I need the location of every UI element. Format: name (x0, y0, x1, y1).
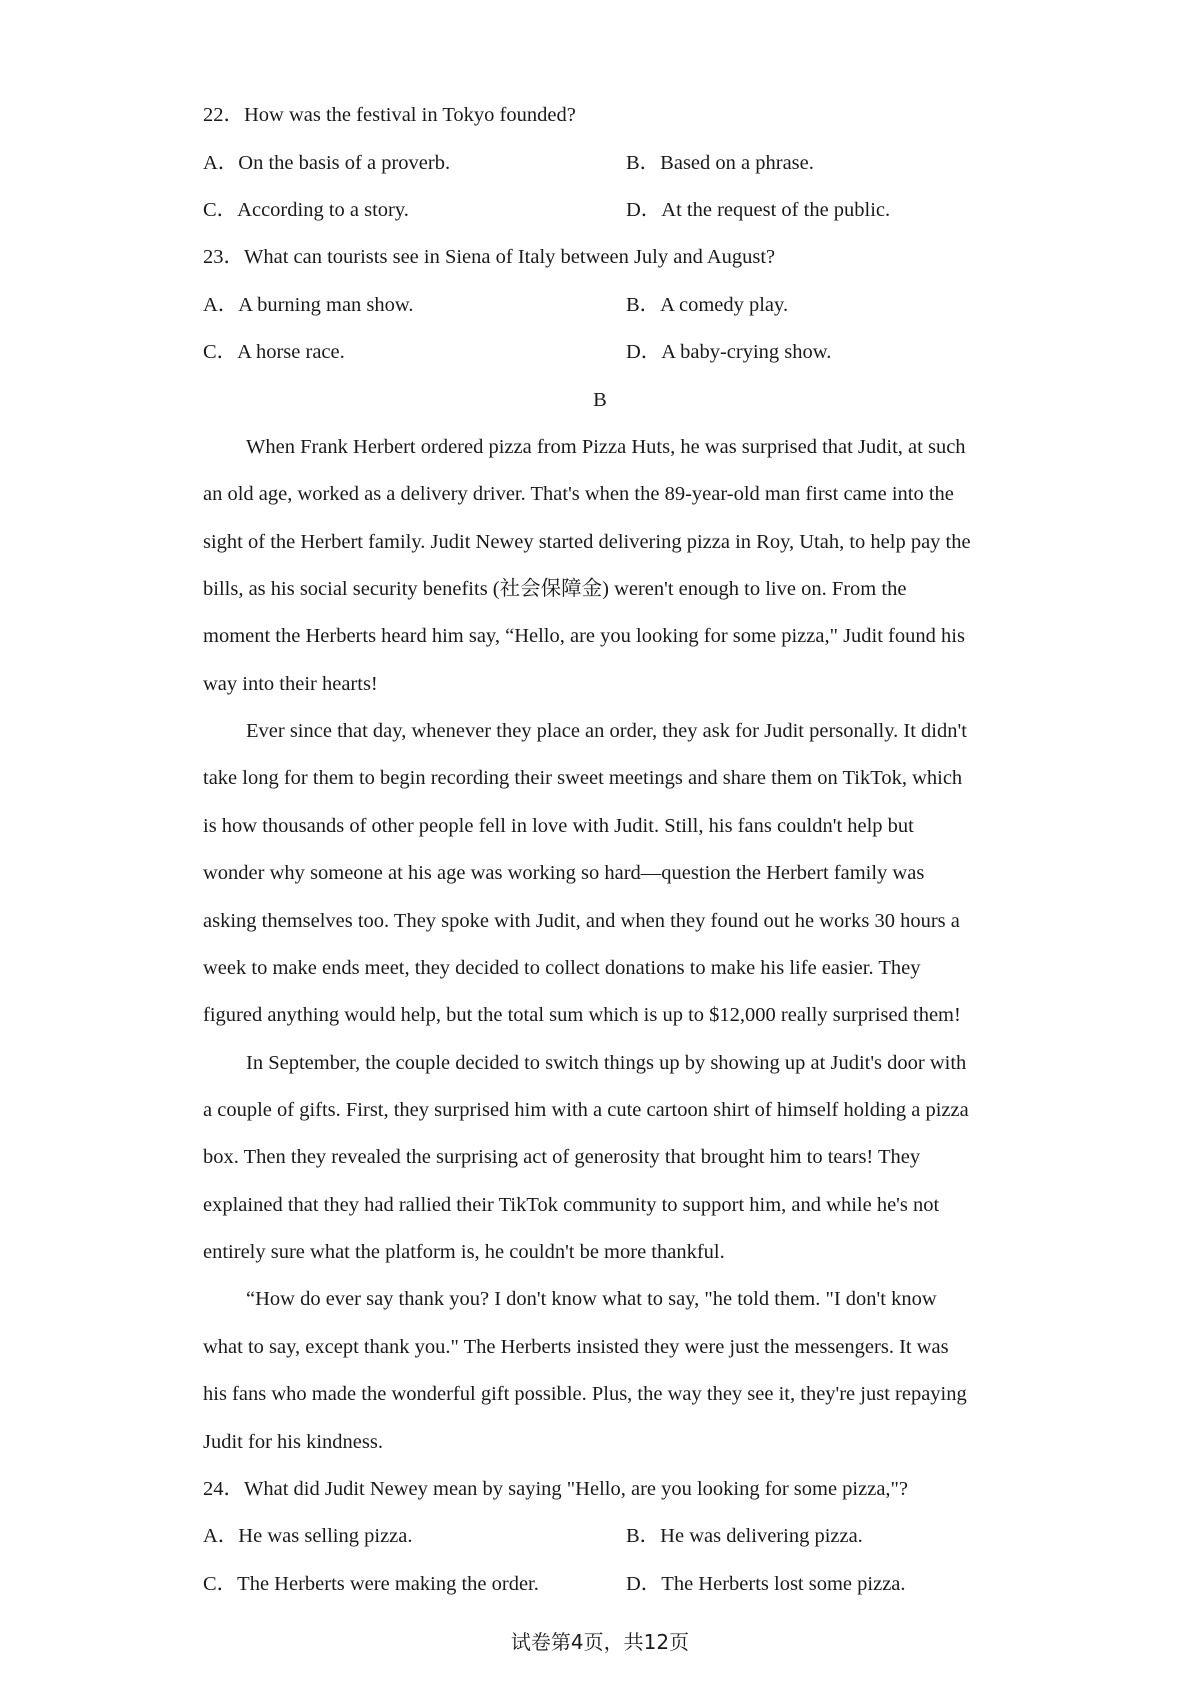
question-24-option-b: B．He was delivering pizza. (626, 1525, 863, 1547)
passage-line: a couple of gifts. First, they surprised him with a cute cartoon shirt of himself holding a pizza (203, 1099, 969, 1121)
question-24-option-c: C．The Herberts were making the order. (203, 1573, 539, 1595)
question-24-option-a: A．He was selling pizza. (203, 1525, 413, 1547)
passage-line: explained that they had rallied their TikTok community to support him, and while he's not (203, 1194, 940, 1216)
passage-line: moment the Herberts heard him say, “Hello, are you looking for some pizza," Judit found his (203, 625, 965, 647)
passage-line: his fans who made the wonderful gift possible. Plus, the way they see it, they're just repaying (203, 1383, 967, 1405)
passage-line: figured anything would help, but the total sum which is up to $12,000 really surprised them! (203, 1004, 961, 1026)
passage-line: “How do ever say thank you? I don't know what to say, "he told them. "I don't know (246, 1288, 937, 1310)
passage-line: box. Then they revealed the surprising act of generosity that brought him to tears! They (203, 1146, 921, 1168)
passage-line: is how thousands of other people fell in love with Judit. Still, his fans couldn't help but (203, 815, 914, 837)
passage-line: bills, as his social security benefits (社会保障金) weren't enough to live on. From the (203, 578, 907, 600)
question-23-option-a: A．A burning man show. (203, 294, 414, 316)
passage-line: way into their hearts! (203, 673, 378, 695)
passage-line: week to make ends meet, they decided to collect donations to make his life easier. They (203, 957, 921, 979)
question-22-option-a: A．On the basis of a proverb. (203, 152, 451, 174)
passage-line: asking themselves too. They spoke with Judit, and when they found out he works 30 hours a (203, 910, 960, 932)
passage-line: an old age, worked as a delivery driver. That's when the 89-year-old man first came into the (203, 483, 954, 505)
passage-line: what to say, except thank you." The Herberts insisted they were just the messengers. It was (203, 1336, 949, 1358)
question-22-option-c: C．According to a story. (203, 199, 409, 221)
section-label: B (593, 389, 607, 411)
question-23-option-b: B．A comedy play. (626, 294, 789, 316)
question-23-option-c: C．A horse race. (203, 341, 345, 363)
passage-line: Judit for his kindness. (203, 1431, 383, 1453)
question-24-option-d: D．The Herberts lost some pizza. (626, 1573, 906, 1595)
passage-line: Ever since that day, whenever they place an order, they ask for Judit personally. It didn't (246, 720, 967, 742)
question-24-stem: 24．What did Judit Newey mean by saying "Hello, are you looking for some pizza,"? (203, 1478, 909, 1500)
passage-line: When Frank Herbert ordered pizza from Pizza Huts, he was surprised that Judit, at such (246, 436, 966, 458)
passage-line: sight of the Herbert family. Judit Newey started delivering pizza in Roy, Utah, to help pay the (203, 531, 971, 553)
question-22-option-d: D．At the request of the public. (626, 199, 891, 221)
passage-line: In September, the couple decided to switch things up by showing up at Judit's door with (246, 1052, 967, 1074)
passage-line: take long for them to begin recording their sweet meetings and share them on TikTok, which (203, 767, 963, 789)
page-footer: 试卷第4页，共12页 (510, 1630, 690, 1654)
passage-line: entirely sure what the platform is, he couldn't be more thankful. (203, 1241, 725, 1263)
passage-line: wonder why someone at his age was working so hard—question the Herbert family was (203, 862, 925, 884)
question-22-stem: 22．How was the festival in Tokyo founded? (203, 104, 576, 126)
question-23-option-d: D．A baby-crying show. (626, 341, 832, 363)
question-23-stem: 23．What can tourists see in Siena of Italy between July and August? (203, 246, 776, 268)
question-22-option-b: B．Based on a phrase. (626, 152, 814, 174)
